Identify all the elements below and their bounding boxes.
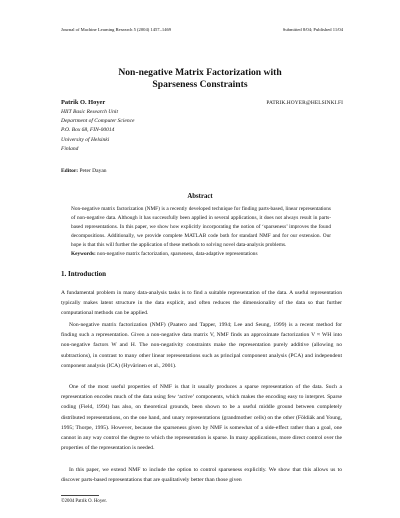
section-heading: 1. Introduction <box>61 270 106 278</box>
intro-paragraph: Non-negative matrix factorization (NMF) (Paatero and Tapper, 1994; Lee and Seung, 1999) is a recent method for finding such a representation. Given a non-negative data matrix V, NMF finds an approximate factorization V ≈ WH into non-negative factors W and H. The non-negativity constraints make the representation purely additive (allowing no subtractions), in contrast to many other linear representations such as principal component analysis (PCA) and independent component analysis (ICA) (Hyvärinen et al., 2001). <box>61 322 342 369</box>
abstract-text: Non-negative matrix factorization (NMF) is a recently developed technique for finding parts-based, linear representations of non-negative data. Although it has successfully been applied in several applications, it does not always result in parts-based representations. In this paper, we show how explicitly incorporating the notion of ‘sparseness’ improves the found decompositions. Additionally, we provide complete MATLAB code both for standard NMF and for our extension. Our hope is that this will further the application of these methods to solving novel data-analysis problems. <box>71 206 331 248</box>
copyright-notice: ©2004 Patrik O. Hoyer. <box>61 499 107 504</box>
abstract-heading: Abstract <box>187 193 213 200</box>
submission-dates: Submitted 8/04; Published 11/04 <box>282 27 343 32</box>
intro-paragraph: A fundamental problem in many data-analysis tasks is to find a suitable representation of the data. A useful representation typically makes latent structure in the data explicit, and often reduces the dimensionality of the data so that further computational methods can be applied. <box>61 290 342 317</box>
keywords-label: Keywords: <box>71 251 96 257</box>
intro-paragraph: In this paper, we extend NMF to include the option to control sparseness explicitly. We show that this allows us to discover parts-based representations that are qualitatively better than those given <box>61 467 342 484</box>
journal-header: Journal of Machine Learning Research 5 (2004) 1457–1469 <box>61 27 172 32</box>
affiliation-line: P.O. Box 68, FIN-00014 <box>61 127 115 134</box>
author-name: Patrik O. Hoyer <box>61 99 106 106</box>
title-line-1: Non-negative Matrix Factorization with <box>118 67 282 78</box>
affiliation-line: University of Helsinki <box>61 136 110 143</box>
keywords-line <box>71 251 331 257</box>
author-affiliation <box>61 108 134 154</box>
title-line-2: Sparseness Constraints <box>152 79 248 90</box>
paper-title <box>0 67 400 91</box>
affiliation-line: Department of Computer Science <box>61 118 135 125</box>
keywords-text: non-negative matrix factorization, sparseness, data-adaptive representations <box>97 251 258 257</box>
editor-line <box>61 168 107 174</box>
affiliation-line: HIIT Basic Research Unit <box>61 109 118 115</box>
affiliation-line: Finland <box>61 145 79 152</box>
author-email: PATRIK.HOYER@HELSINKI.FI <box>266 100 343 106</box>
footnote-divider <box>61 495 99 496</box>
intro-paragraph: One of the most useful properties of NMF is that it usually produces a sparse representation of the data. Such a representation encodes much of the data using few ‘active’ components, which makes the encoding easy to interpret. Sparse coding (Field, 1994) has also, on theoretical grounds, been shown to be a useful middle ground between completely distributed representations, on the one hand, and unary representations (grandmother cells) on the other (Földiák and Young, 1995; Thorpe, 1995). However, because the sparseness given by NMF is somewhat of a side-effect rather than a goal, one cannot in any way control the degree to which the representation is sparse. In many applications, more direct control over the properties of the representation is needed. <box>61 384 342 452</box>
editor-name: Peter Dayan <box>79 168 107 174</box>
editor-label: Editor: <box>61 168 79 174</box>
